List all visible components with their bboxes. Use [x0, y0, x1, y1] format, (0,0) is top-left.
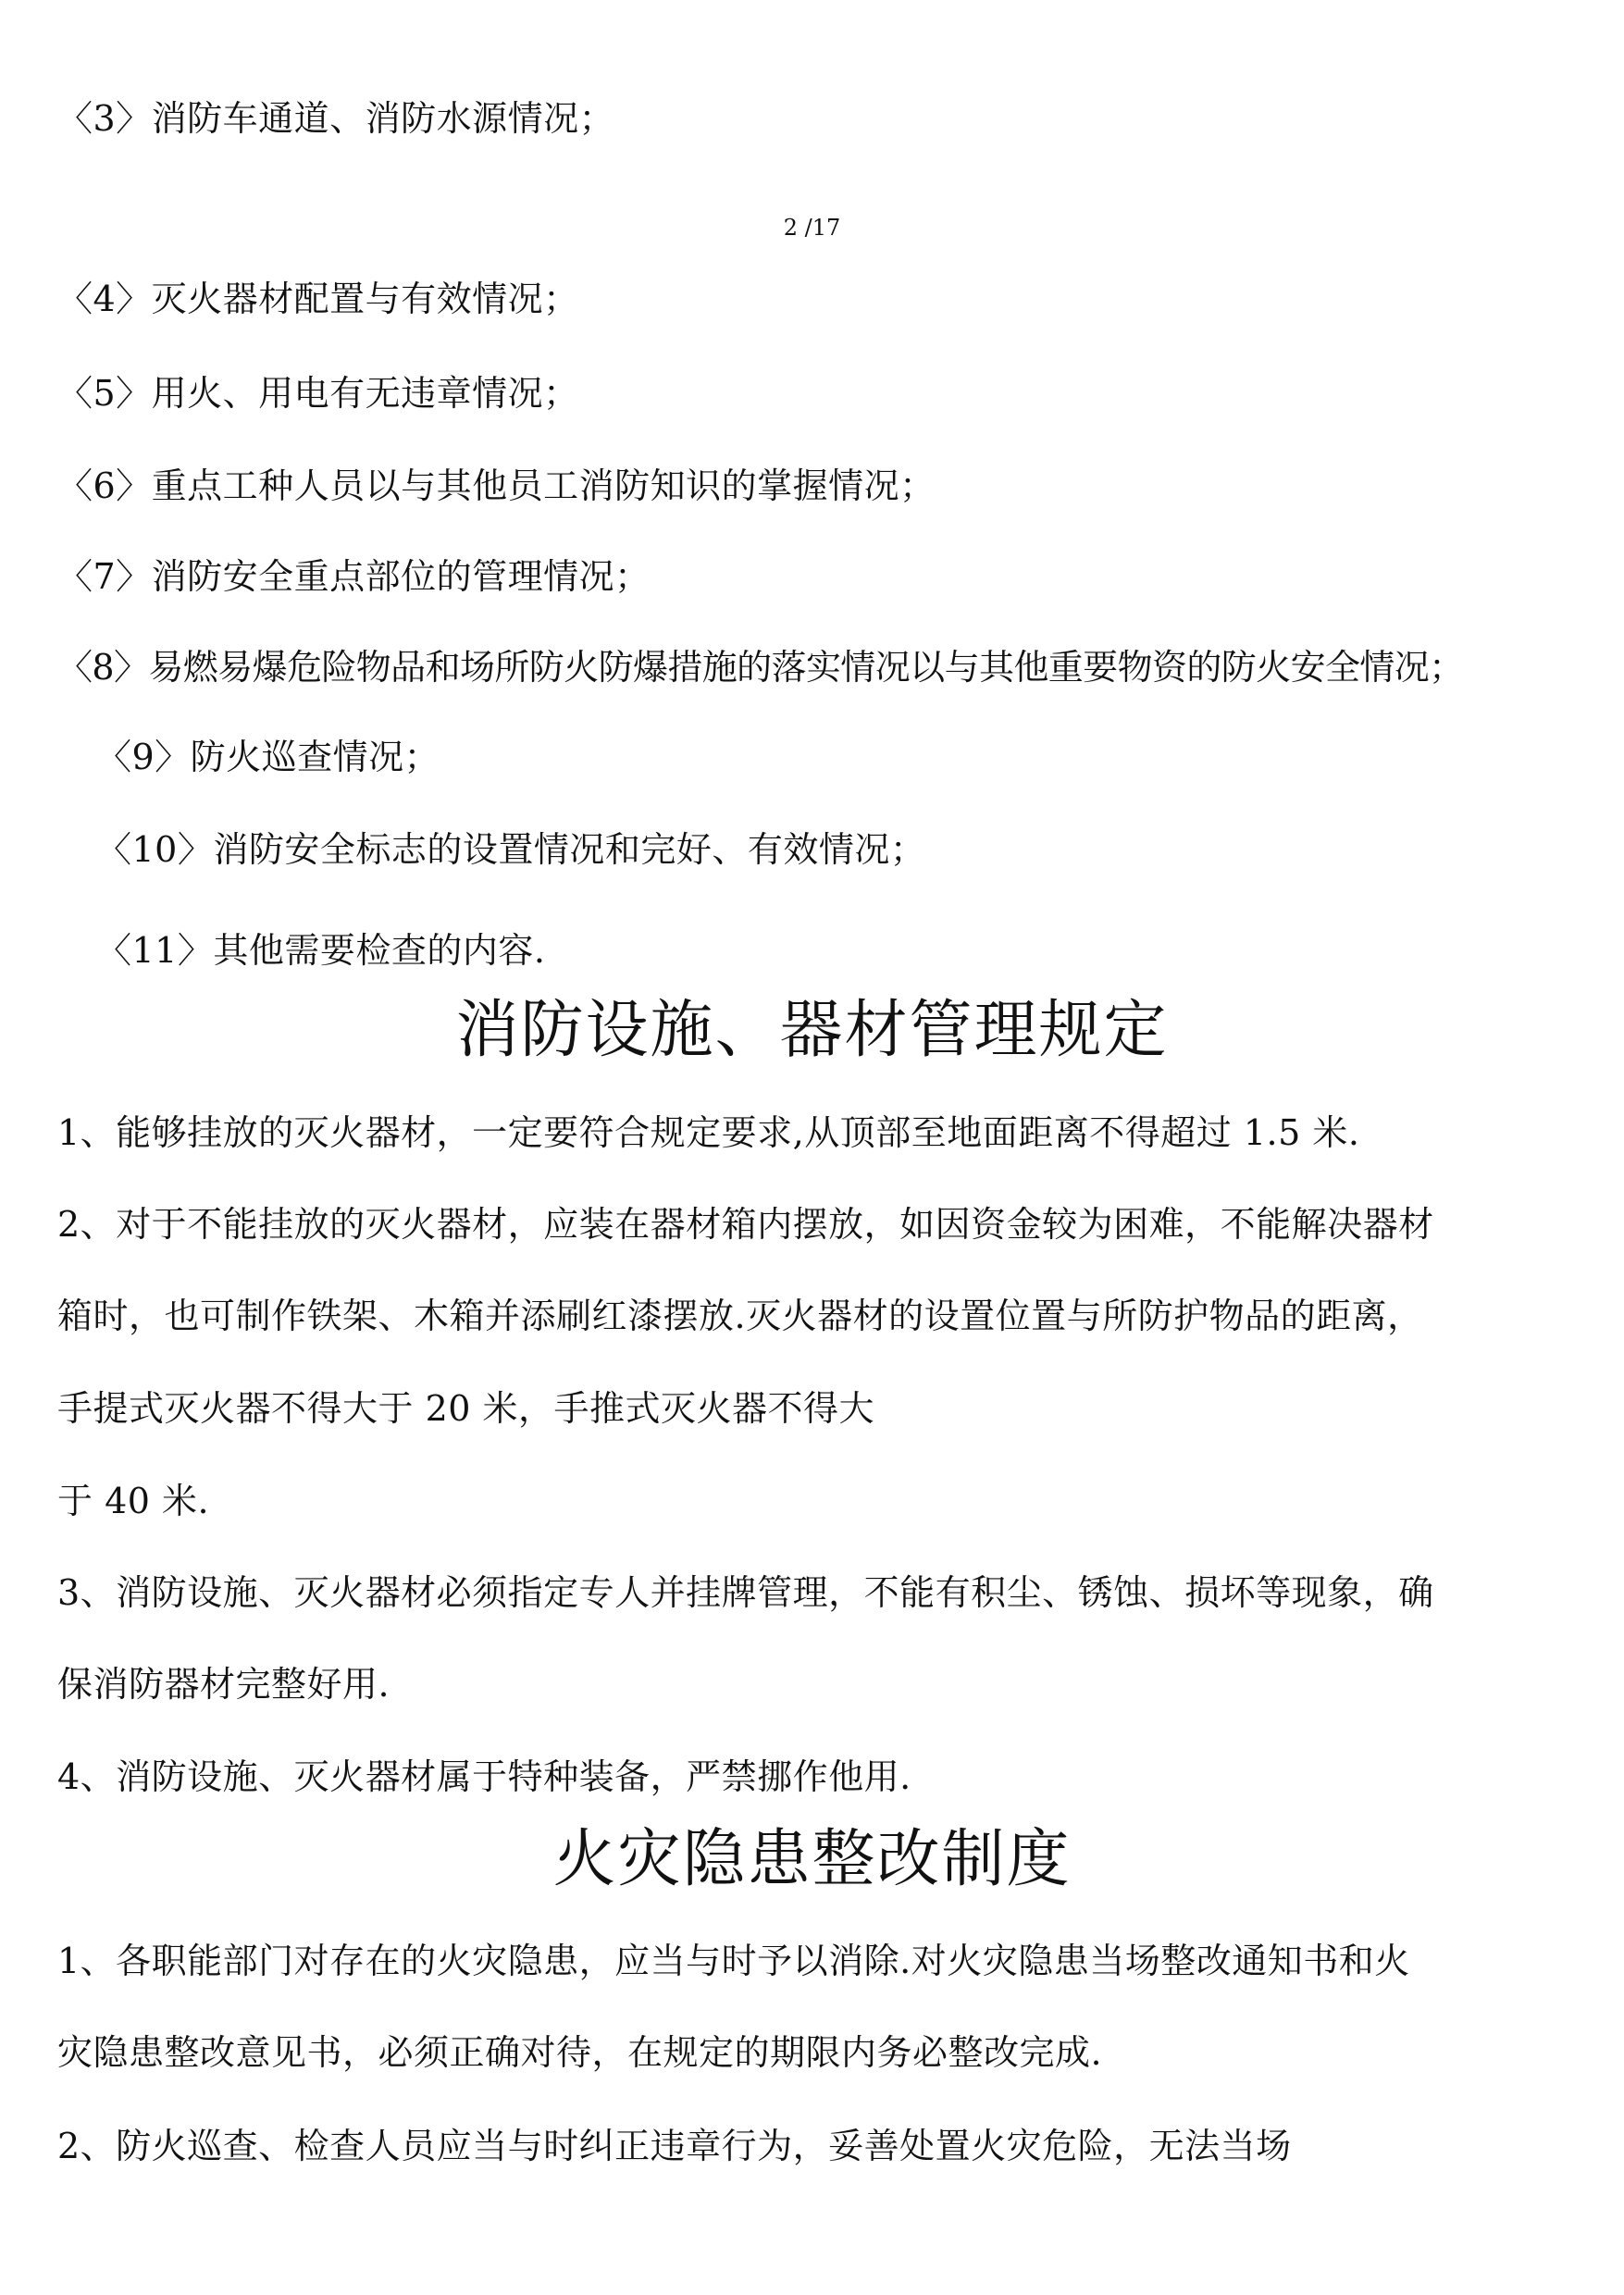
hazard-rule-line: 1、各职能部门对存在的火灾隐患，应当与时予以消除.对火灾隐患当场整改通知书和火 — [57, 1941, 1410, 1981]
section-title-equipment: 消防设施、器材管理规定 — [455, 994, 1169, 1067]
checklist-item-5: 〈5〉用火、用电有无违章情况； — [57, 373, 579, 414]
checklist-item-7: 〈7〉消防安全重点部位的管理情况； — [57, 556, 651, 597]
hazard-rule-line: 灾隐患整改意见书，必须正确对待，在规定的期限内务必整改完成. — [57, 2032, 1103, 2073]
equipment-rule-line: 手提式灭火器不得大于 20 米，手推式灭火器不得大 — [57, 1388, 875, 1429]
equipment-rule-line: 保消防器材完整好用. — [57, 1664, 391, 1705]
checklist-item-9: 〈9〉防火巡查情况； — [96, 737, 440, 777]
checklist-item-3: 〈3〉消防车通道、消防水源情况； — [57, 98, 615, 139]
checklist-item-11: 〈11〉其他需要检查的内容. — [96, 930, 546, 971]
page-indicator: 2 /17 — [783, 215, 841, 241]
section-title-hazard: 火灾隐患整改制度 — [552, 1823, 1072, 1896]
equipment-rule-line: 箱时，也可制作铁架、木箱并添刷红漆摆放.灭火器材的设置位置与所防护物品的距离， — [57, 1296, 1423, 1336]
equipment-rule-line: 4、消防设施、灭火器材属于特种装备，严禁挪作他用. — [57, 1756, 911, 1797]
checklist-item-10: 〈10〉消防安全标志的设置情况和完好、有效情况； — [96, 829, 926, 870]
checklist-item-6: 〈6〉重点工种人员以与其他员工消防知识的掌握情况； — [57, 465, 936, 506]
checklist-item-4: 〈4〉灭火器材配置与有效情况； — [57, 279, 579, 319]
checklist-item-8: 〈8〉易燃易爆危险物品和场所防火防爆措施的落实情况以与其他重要物资的防火安全情况； — [57, 647, 1464, 688]
equipment-rule-line: 2、对于不能挂放的灭火器材，应装在器材箱内摆放，如因资金较为困难，不能解决器材 — [57, 1204, 1434, 1245]
equipment-rule-line: 于 40 米. — [57, 1481, 210, 1521]
equipment-rule-line: 3、消防设施、灭火器材必须指定专人并挂牌管理，不能有积尘、锈蚀、损坏等现象，确 — [57, 1572, 1434, 1613]
hazard-rule-line: 2、防火巡查、检查人员应当与时纠正违章行为，妥善处置火灾危险，无法当场 — [57, 2126, 1292, 2166]
equipment-rule-line: 1、能够挂放的灭火器材，一定要符合规定要求,从顶部至地面距离不得超过 1.5 米. — [57, 1112, 1360, 1153]
